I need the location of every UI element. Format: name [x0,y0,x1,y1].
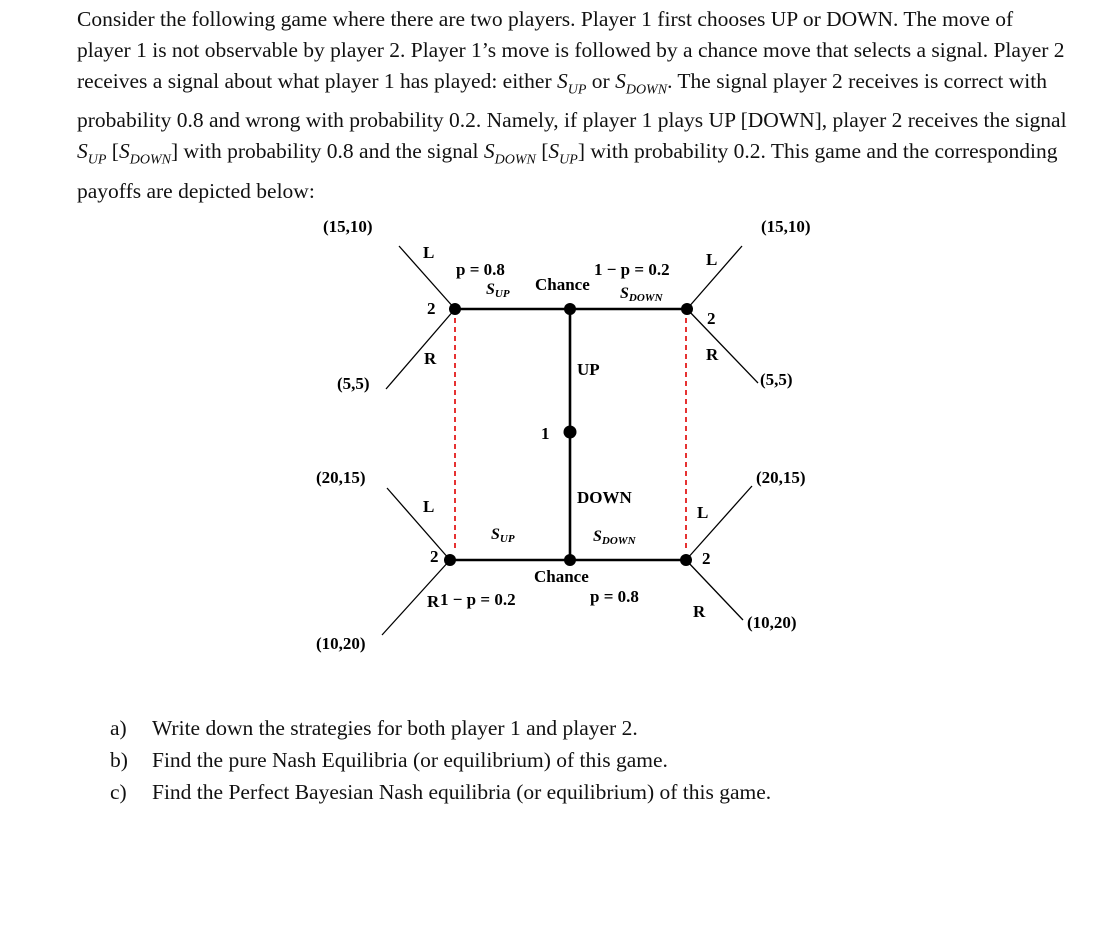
node-p2-bottom-right [680,554,692,566]
player2-label-top-left: 2 [427,299,436,318]
label-L-top-right: L [706,250,718,269]
edge-tr-R [687,309,758,383]
edge-tl-R [386,309,455,389]
payoff-bottom-left: (10,20) [316,634,366,653]
signal-down-top: SDOWN [620,285,663,304]
payoff-top-right: (15,10) [761,217,811,236]
player2-label-top-right: 2 [707,309,716,328]
intro-text-3: ] with probability 0.8 and the signal [170,139,484,164]
node-chance-bottom [564,554,576,566]
prob-top-right: 1 − p = 0.2 [594,260,670,279]
prob-bottom-right: p = 0.8 [590,587,639,606]
label-L-top-left: L [423,243,435,262]
node-p2-bottom-left [444,554,456,566]
edge-br-L [686,486,752,560]
intro-text-2: . The signal player 2 receives is correct with probability 0.8 and wrong with probability 0.2. Namely, if player 1 plays UP [DOWN], player 2 receives the signal [77,69,1067,133]
chance-label-top: Chance [535,275,590,294]
label-L-bottom-left: L [423,497,435,516]
label-R-top-right: R [706,345,719,364]
signal-s-down-2: $S_{DOWN}$ [118,139,171,168]
signal-s-down: $S_{DOWN}$ [615,69,668,98]
intro-bracket-open: [ [106,139,119,164]
prob-top-left: p = 0.8 [456,260,505,279]
label-DOWN: DOWN [577,488,632,507]
question-b-text: Find the pure Nash Equilibria (or equilibrium) of this game. [152,748,668,772]
prob-bottom-left: 1 − p = 0.2 [440,590,516,609]
payoff-upper-mid-right: (5,5) [760,370,793,389]
questions-list [110,712,1010,808]
signal-s-up: $S_{UP}$ [556,69,587,98]
signal-up-bottom: SUP [491,526,515,545]
payoff-lower-mid-right: (20,15) [756,468,806,487]
question-c [110,776,1010,808]
payoff-top-left: (15,10) [323,217,373,236]
label-R-bottom-right: R [693,602,706,621]
signal-s-down-3: $S_{DOWN}$ [483,139,536,168]
label-UP: UP [577,360,600,379]
chance-label-bottom: Chance [534,567,589,586]
question-a [110,712,1010,744]
question-a-marker: a) [110,716,127,740]
intro-bracket-open-2: [ [535,139,549,164]
edge-bl-L [387,488,450,560]
node-p2-top-right [681,303,693,315]
question-b [110,744,1010,776]
node-chance-top [564,303,576,315]
signal-up-top: SUP [486,281,510,300]
question-c-text: Find the Perfect Bayesian Nash equilibria (or equilibrium) of this game. [152,780,772,804]
label-R-top-left: R [424,349,437,368]
payoff-lower-mid-left: (20,15) [316,468,366,487]
label-R-bottom-left: R [427,592,440,611]
player2-label-bottom-right: 2 [702,549,711,568]
label-L-bottom-right: L [697,503,709,522]
question-b-marker: b) [110,748,128,772]
signal-s-up-3: $S_{UP}$ [548,139,578,168]
signal-s-up-2: $S_{UP}$ [77,139,107,168]
question-c-marker: c) [110,780,127,804]
payoff-bottom-right: (10,20) [747,613,797,632]
question-a-text: Write down the strategies for both player 1 and player 2. [152,716,638,740]
player2-label-bottom-left: 2 [430,547,439,566]
payoff-upper-mid-left: (5,5) [337,374,370,393]
intro-text-1: Consider the following game where there are two players. Player 1 first chooses UP or DOWN. The move of player 1 is not observable by player 2. Player 1’s move is followed by a chance move that selects a signal. Player 2 receives a signal about what player 1 has played: either [77,7,1065,93]
signal-down-bottom: SDOWN [593,528,636,547]
node-p2-top-left [449,303,461,315]
node-player1-root [564,426,577,439]
intro-text-4: ] with probability 0.2. This game and the corresponding payoffs are depicted below: [77,139,1058,203]
player1-label: 1 [541,424,550,443]
intro-or: or [586,69,616,93]
